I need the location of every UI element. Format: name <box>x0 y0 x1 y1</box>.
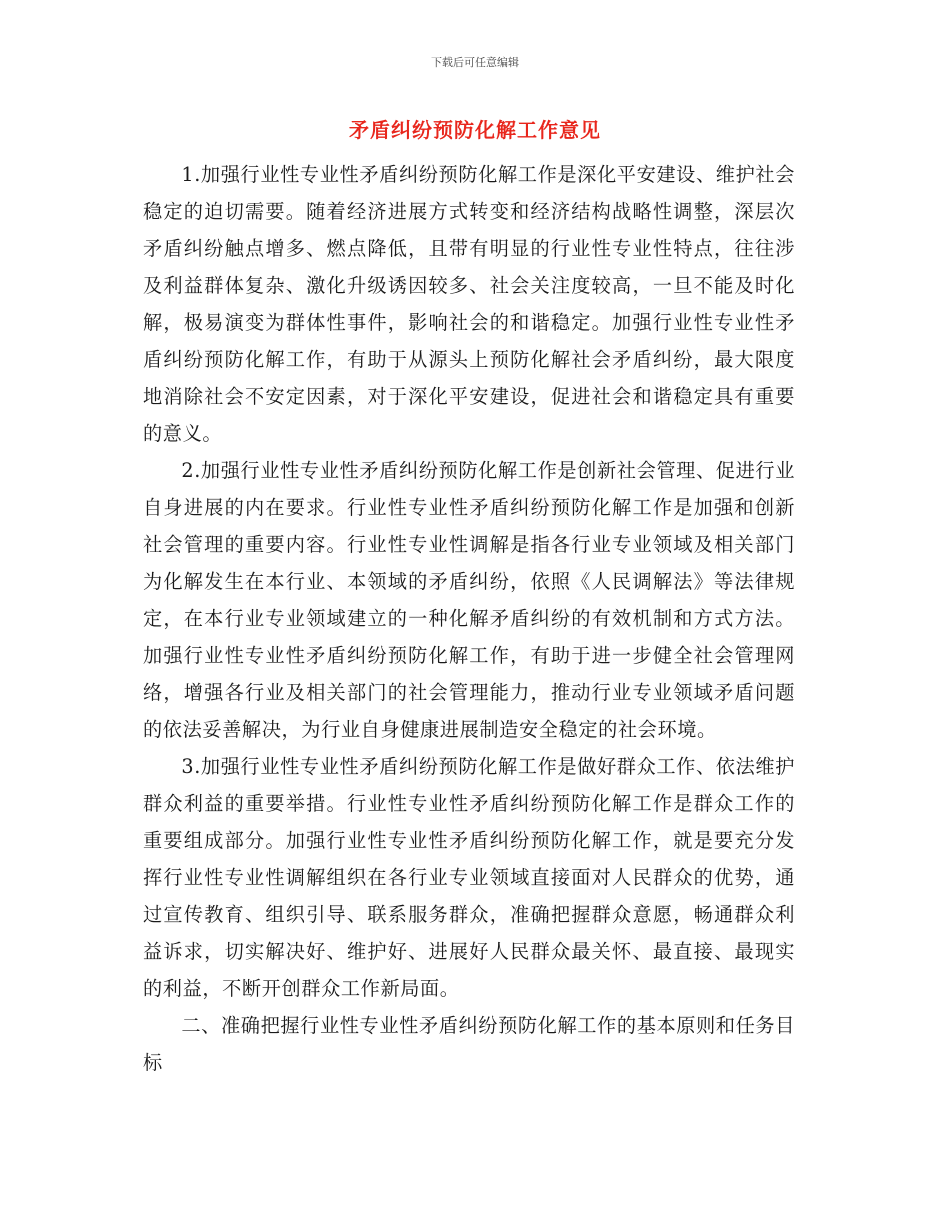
section-heading-2: 二、准确把握行业性专业性矛盾纠纷预防化解工作的基本原则和任务目标 <box>143 1014 795 1074</box>
paragraph-3: 3.加强行业性专业性矛盾纠纷预防化解工作是做好群众工作、依法维护群众利益的重要举措。行业性专业性矛盾纠纷预防化解工作是群众工作的重要组成部分。加强行业性专业性矛盾纠纷预防化解工作，就是要充分发挥行业性专业性调解组织在各行业专业领域直接面对人民群众的优势，通过宣传教育、组织引导、联系服务群众，准确把握群众意愿，畅通群众利益诉求，切实解决好、维护好、进展好人民群众最关怀、最直接、最现实的利益，不断开创群众工作新局面。 <box>143 755 795 1000</box>
paragraph-1: 1.加强行业性专业性矛盾纠纷预防化解工作是深化平安建设、维护社会稳定的迫切需要。随着经济进展方式转变和经济结构战略性调整，深层次矛盾纠纷触点增多、燃点降低，且带有明显的行业性专业性特点，往往涉及利益群体复杂、激化升级诱因较多、社会关注度较高，一旦不能及时化解，极易演变为群体性事件，影响社会的和谐稳定。加强行业性专业性矛盾纠纷预防化解工作，有助于从源头上预防化解社会矛盾纠纷，最大限度地消除社会不安定因素，对于深化平安建设，促进社会和谐稳定具有重要的意义。 <box>143 163 795 445</box>
page-header: 下载后可任意编辑 <box>431 56 519 69</box>
paragraph-2: 2.加强行业性专业性矛盾纠纷预防化解工作是创新社会管理、促进行业自身进展的内在要求。行业性专业性矛盾纠纷预防化解工作是加强和创新社会管理的重要内容。行业性专业性调解是指各行业专业领域及相关部门为化解发生在本行业、本领域的矛盾纠纷，依照《人民调解法》等法律规定，在本行业专业领域建立的一种化解矛盾纠纷的有效机制和方式方法。加强行业性专业性矛盾纠纷预防化解工作，有助于进一步健全社会管理网络，增强各行业及相关部门的社会管理能力，推动行业专业领域矛盾问题的依法妥善解决，为行业自身健康进展制造安全稳定的社会环境。 <box>143 459 795 741</box>
document-title: 矛盾纠纷预防化解工作意见 <box>349 118 601 142</box>
document-body <box>143 156 795 1081</box>
